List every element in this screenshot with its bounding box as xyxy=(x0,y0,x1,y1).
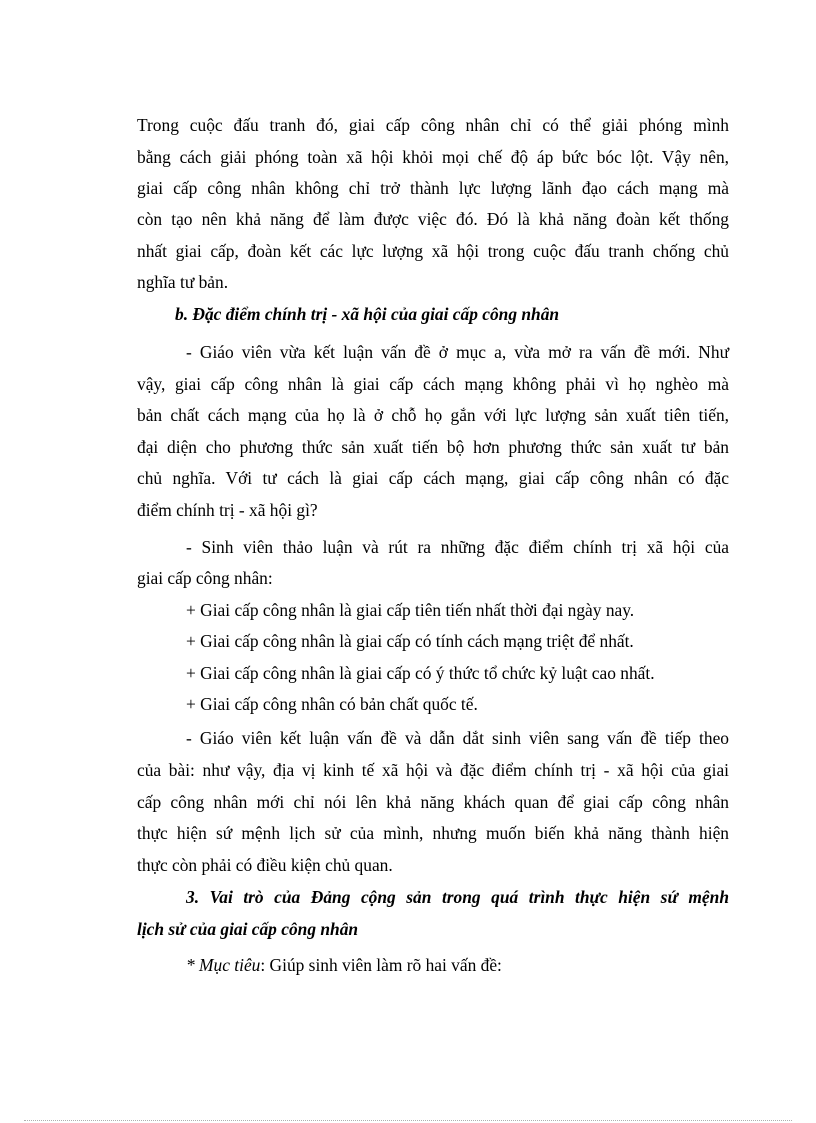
section-heading-3-line-1: 3. Vai trò của Đảng cộng sản trong quá trình thực hiện sứ mệnh xyxy=(186,887,729,907)
paragraph-4-line-5: thực còn phải có điều kiện chủ quan. xyxy=(137,855,393,875)
paragraph-4-line-2: của bài: như vậy, địa vị kinh tế xã hội và đặc điểm chính trị - xã hội của giai xyxy=(137,760,729,780)
bullet-item: + Giai cấp công nhân là giai cấp tiên tiến nhất thời đại ngày nay. xyxy=(186,600,635,620)
bullet-item: + Giai cấp công nhân có bản chất quốc tế. xyxy=(186,694,478,714)
paragraph-3-line-1: - Sinh viên thảo luận và rút ra những đặc điểm chính trị xã hội của xyxy=(186,537,729,557)
paragraph-2-line-5: chủ nghĩa. Với tư cách là giai cấp cách mạng, giai cấp công nhân có đặc xyxy=(137,468,729,488)
section-heading-b: b. Đặc điểm chính trị - xã hội của giai cấp công nhân xyxy=(175,304,560,324)
paragraph-1-line-3: giai cấp công nhân không chỉ trở thành lực lượng lãnh đạo cách mạng mà xyxy=(137,178,729,198)
paragraph-1-line-4: còn tạo nên khả năng để làm được việc đó. Đó là khả năng đoàn kết thống xyxy=(137,209,729,229)
objective-label: * Mục tiêu xyxy=(186,955,261,975)
paragraph-1-line-6: nghĩa tư bản. xyxy=(137,272,229,292)
objective-line xyxy=(186,954,502,976)
paragraph-2-line-2: vậy, giai cấp công nhân là giai cấp cách mạng không phải vì họ nghèo mà xyxy=(137,374,729,394)
paragraph-2-line-1: - Giáo viên vừa kết luận vấn đề ở mục a, vừa mở ra vấn đề mới. Như xyxy=(186,342,729,362)
bullet-item: + Giai cấp công nhân là giai cấp có ý thức tổ chức kỷ luật cao nhất. xyxy=(186,663,655,683)
paragraph-4-line-3: cấp công nhân mới chỉ nói lên khả năng khách quan để giai cấp công nhân xyxy=(137,792,729,812)
paragraph-4-line-4: thực hiện sứ mệnh lịch sử của mình, nhưng muốn biến khả năng thành hiện xyxy=(137,823,729,843)
objective-text: : Giúp sinh viên làm rõ hai vấn đề: xyxy=(260,955,502,975)
page-bottom-divider xyxy=(24,1120,792,1121)
paragraph-2-line-4: đại diện cho phương thức sản xuất tiến bộ hơn phương thức sản xuất tư bản xyxy=(137,437,729,457)
paragraph-2-line-3: bản chất cách mạng của họ là ở chỗ họ gắn với lực lượng sản xuất tiên tiến, xyxy=(137,405,729,425)
paragraph-2-line-6: điểm chính trị - xã hội gì? xyxy=(137,500,318,520)
paragraph-1-line-2: bằng cách giải phóng toàn xã hội khỏi mọi chế độ áp bức bóc lột. Vậy nên, xyxy=(137,147,729,167)
paragraph-4-line-1: - Giáo viên kết luận vấn đề và dẫn dắt sinh viên sang vấn đề tiếp theo xyxy=(186,728,729,748)
paragraph-3-line-2: giai cấp công nhân: xyxy=(137,568,273,588)
paragraph-1-line-5: nhất giai cấp, đoàn kết các lực lượng xã hội trong cuộc đấu tranh chống chủ xyxy=(137,241,729,261)
paragraph-1-line-1: Trong cuộc đấu tranh đó, giai cấp công nhân chỉ có thể giải phóng mình xyxy=(137,115,729,135)
bullet-item: + Giai cấp công nhân là giai cấp có tính cách mạng triệt để nhất. xyxy=(186,631,634,651)
section-heading-3-line-2: lịch sử của giai cấp công nhân xyxy=(137,919,359,939)
